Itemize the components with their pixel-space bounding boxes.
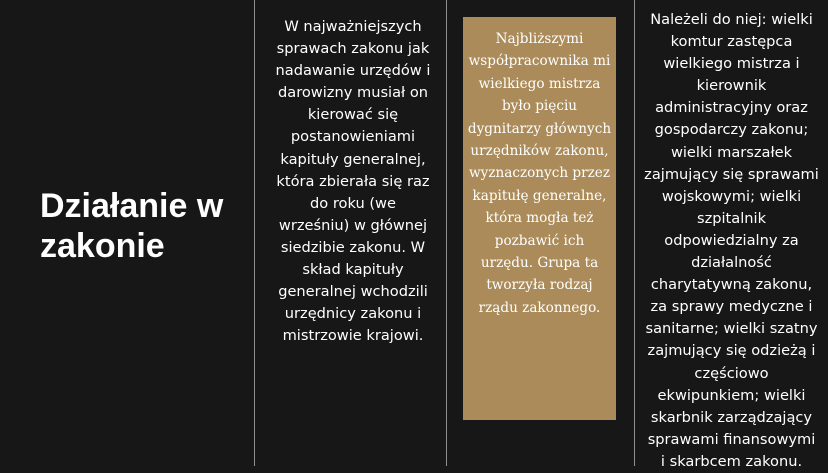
- column-divider-3: [634, 0, 635, 466]
- left-text-column: W najważniejszych sprawach zakonu jak nadawanie urzędów i darowizny musiał on kierować się postanowieniami kapituły generalnej, która zbierała się raz do roku (we wrześniu) w głównej siedzibie zakonu. W skład kapituły generalnej wchodzili urzędnicy zakonu i mistrzowie krajowi.: [275, 18, 431, 345]
- column-divider-2: [446, 0, 447, 466]
- right-text-column: Należeli do niej: wielki komtur zastępca wielkiego mistrza i kierownik administracyjny oraz gospodarczy zakonu; wielki marszałek zajmujący się sprawami wojskowymi; wielki szpitalnik odpowiedzialny za działalność charytatywną zakonu, za sprawy medyczne i sanitarne; wielki szatny zajmujący się odzieżą i częściowo ekwipunkiem; wielki skarbnik zarządzający sprawami finansowymi i skarbcem zakonu.: [644, 11, 819, 470]
- slide-title: Działanie w zakonie: [40, 187, 224, 265]
- column-divider-1: [254, 0, 255, 466]
- highlight-card: [463, 17, 616, 420]
- highlight-card-text: Najbliższymi współpracownika mi wielkiego mistrza było pięciu dygnitarzy głównych urzędników zakonu, wyznaczonych przez kapitułę generalne, która mogła też pozbawić ich urzędu. Grupa ta tworzyła rodzaj rządu zakonnego.: [467, 31, 612, 316]
